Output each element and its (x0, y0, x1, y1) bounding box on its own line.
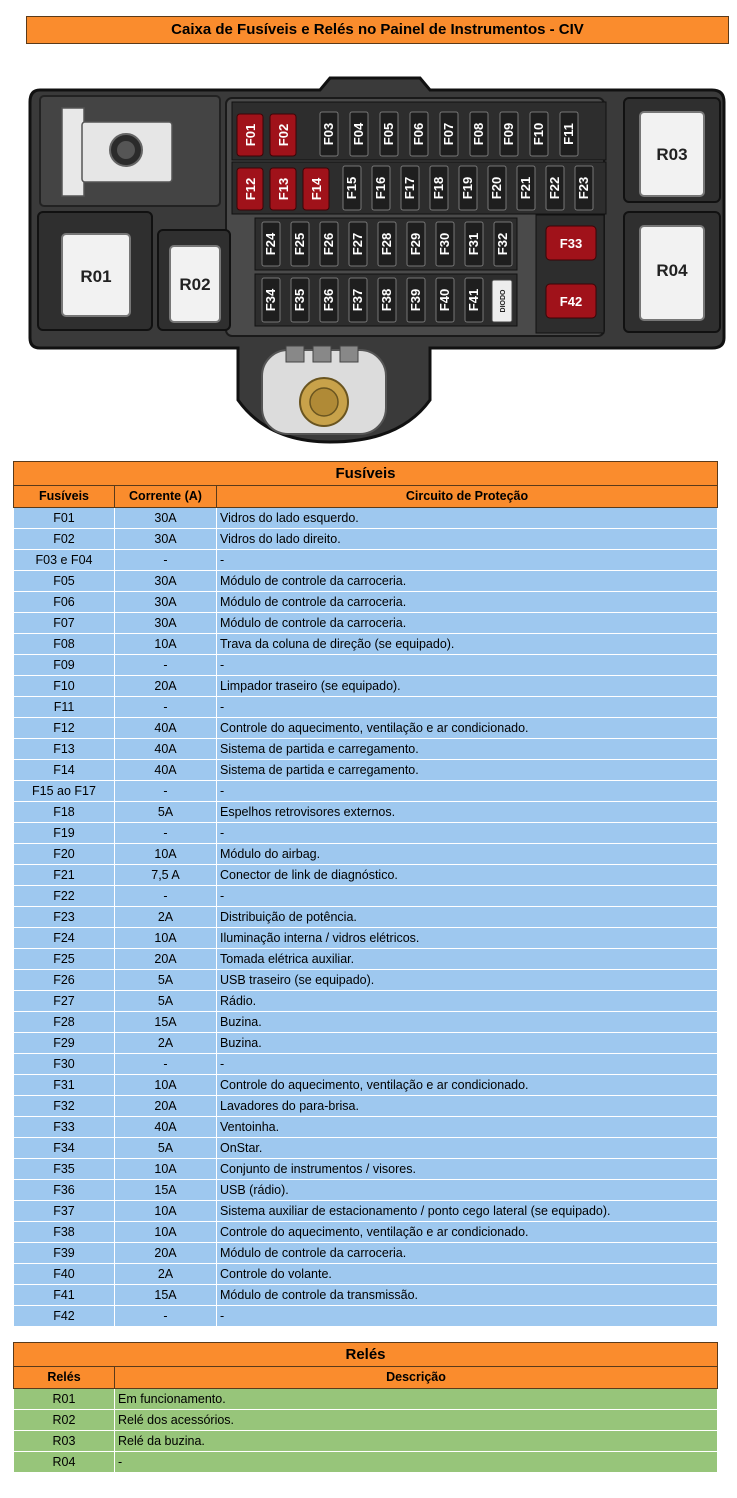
mini-fuse-label: F23 (576, 176, 591, 200)
fuse-row-cell: F25 (14, 949, 115, 970)
fuse-row (14, 529, 718, 550)
fuse-row-cell: F24 (14, 928, 115, 949)
fuse-row (14, 844, 718, 865)
fuse-row-cell: Espelhos retrovisores externos. (217, 802, 718, 823)
relay-label-r02: R02 (179, 275, 211, 294)
fuse-row-cell: Lavadores do para-brisa. (217, 1096, 718, 1117)
fuse-row (14, 613, 718, 634)
fuse-row-cell: F06 (14, 592, 115, 613)
relay-row-cell: R03 (14, 1431, 115, 1452)
fuse-row-cell: Módulo de controle da carroceria. (217, 613, 718, 634)
fuse-row-cell: - (217, 781, 718, 802)
diode (492, 280, 512, 322)
mini-fuse-label: F08 (471, 122, 486, 146)
fuse-row-cell: 40A (115, 1117, 217, 1138)
fuse-row-cell: 5A (115, 991, 217, 1012)
fuse-col-header: Circuito de Proteção (217, 486, 718, 508)
fuse-row-cell: F10 (14, 676, 115, 697)
mini-fuse (291, 222, 309, 266)
fuse-row-cell: Ventoinha. (217, 1117, 718, 1138)
relay-row (14, 1452, 718, 1473)
fuse-row (14, 865, 718, 886)
mini-fuse-label: F38 (379, 288, 394, 312)
mini-fuse-label: F06 (411, 122, 426, 146)
fuse-row (14, 592, 718, 613)
fuse-row (14, 655, 718, 676)
fuse-row-cell: USB traseiro (se equipado). (217, 970, 718, 991)
fuse-row-cell: F28 (14, 1012, 115, 1033)
relay-label-r03: R03 (656, 145, 688, 164)
relay-col-header: Relés (14, 1367, 115, 1389)
fuse-row-cell: Vidros do lado direito. (217, 529, 718, 550)
fuse-f12 (237, 168, 263, 210)
mini-fuse-label: F10 (531, 122, 546, 146)
fuse-row (14, 1117, 718, 1138)
mini-fuse (546, 166, 564, 210)
fuse-row-cell: 30A (115, 592, 217, 613)
fuse-row-cell: 10A (115, 1159, 217, 1180)
fuse-row (14, 508, 718, 529)
mini-fuse-label: F32 (495, 232, 510, 256)
fuse-row-cell: - (217, 1054, 718, 1075)
mini-fuse-label: F09 (501, 122, 516, 146)
fuse-row (14, 907, 718, 928)
mini-fuse-label: F19 (460, 176, 475, 200)
fuse-row-cell: Iluminação interna / vidros elétricos. (217, 928, 718, 949)
mini-fuse (349, 222, 367, 266)
fuse-row-cell: F40 (14, 1264, 115, 1285)
mini-fuse (262, 222, 280, 266)
relay-row-cell: Em funcionamento. (115, 1389, 718, 1410)
fuse-col-header: Corrente (A) (115, 486, 217, 508)
fuse-row-cell: F29 (14, 1033, 115, 1054)
fuse-row (14, 718, 718, 739)
page-title: Caixa de Fusíveis e Relés no Painel de Instrumentos - CIV (26, 16, 729, 44)
relay-row-cell: Relé dos acessórios. (115, 1410, 718, 1431)
mini-fuse (291, 278, 309, 322)
fuse-row-cell: F33 (14, 1117, 115, 1138)
relay-row-cell: R02 (14, 1410, 115, 1431)
relay-row-cell: Relé da buzina. (115, 1431, 718, 1452)
fuse-row-cell: 40A (115, 739, 217, 760)
fuse-row (14, 1180, 718, 1201)
mini-fuse (465, 222, 483, 266)
mini-fuse-label: F25 (292, 232, 307, 256)
fuse-row-cell: Módulo de controle da transmissão. (217, 1285, 718, 1306)
mini-fuse (372, 166, 390, 210)
fuse-row (14, 886, 718, 907)
fuse-f13 (270, 168, 296, 210)
fuse-row-cell: F11 (14, 697, 115, 718)
fuse-row-cell: F37 (14, 1201, 115, 1222)
svg-text:F33: F33 (559, 236, 583, 251)
fuse-row-cell: Distribuição de potência. (217, 907, 718, 928)
mini-fuse-label: F41 (466, 288, 481, 312)
mini-fuse (500, 112, 518, 156)
fuse-row-cell: - (115, 1306, 217, 1327)
mini-fuse-label: F37 (350, 288, 365, 312)
fuse-row (14, 760, 718, 781)
fuse-f02 (270, 114, 296, 156)
mini-fuse (349, 278, 367, 322)
mini-fuse (350, 112, 368, 156)
fuse-row-cell: Rádio. (217, 991, 718, 1012)
fuse-row-cell: 10A (115, 928, 217, 949)
mini-fuse (470, 112, 488, 156)
fuse-row-cell: - (217, 550, 718, 571)
fuse-row-cell: Módulo do airbag. (217, 844, 718, 865)
fuse-row-cell: - (115, 781, 217, 802)
mini-fuse-label: F31 (466, 232, 481, 256)
fuse-row-cell: F31 (14, 1075, 115, 1096)
fuse-row (14, 823, 718, 844)
fuse-row-cell: 10A (115, 844, 217, 865)
fuse-row-cell: - (115, 1054, 217, 1075)
fuse-row-cell: 2A (115, 907, 217, 928)
fuse-row (14, 1012, 718, 1033)
mini-fuse (410, 112, 428, 156)
mini-fuse (459, 166, 477, 210)
fuse-row-cell: Módulo de controle da carroceria. (217, 1243, 718, 1264)
fuse-row-cell: F26 (14, 970, 115, 991)
fuse-row-cell: F03 e F04 (14, 550, 115, 571)
fuse-row (14, 1264, 718, 1285)
mini-fuse-label: F36 (321, 288, 336, 312)
fuse-row-cell: - (115, 655, 217, 676)
fuse-row-cell: F41 (14, 1285, 115, 1306)
fuse-row-cell: 5A (115, 970, 217, 991)
mini-fuse (378, 278, 396, 322)
fuse-row-cell: 20A (115, 1243, 217, 1264)
mini-fuse-label: F07 (441, 122, 456, 146)
fuse-row-cell: - (217, 1306, 718, 1327)
fuse-row-cell: USB (rádio). (217, 1180, 718, 1201)
mini-fuse-label: F27 (350, 232, 365, 256)
mini-fuse-label: F30 (437, 232, 452, 256)
fuse-row-cell: Sistema auxiliar de estacionamento / ponto cego lateral (se equipado). (217, 1201, 718, 1222)
fuse-row (14, 1096, 718, 1117)
mini-fuse-label: F18 (431, 176, 446, 200)
svg-text:F12: F12 (243, 177, 258, 201)
mini-fuse (320, 278, 338, 322)
fuse-row-cell: Conector de link de diagnóstico. (217, 865, 718, 886)
relay-table-title: Relés (14, 1343, 718, 1367)
relay-row-cell: R01 (14, 1389, 115, 1410)
mini-fuse (320, 112, 338, 156)
fuse-row-cell: F09 (14, 655, 115, 676)
fuse-row (14, 928, 718, 949)
mini-fuse-label: F04 (351, 122, 366, 146)
mini-fuse (430, 166, 448, 210)
fuse-row-cell: F08 (14, 634, 115, 655)
relay-row (14, 1410, 718, 1431)
fuse-row (14, 676, 718, 697)
fuse-row (14, 991, 718, 1012)
fuse-row (14, 697, 718, 718)
fuse-row-cell: - (115, 550, 217, 571)
mini-fuse-label: F39 (408, 288, 423, 312)
mini-fuse-label: F16 (373, 176, 388, 200)
mini-fuse (530, 112, 548, 156)
mini-fuse-label: F21 (518, 176, 533, 200)
fuse-row-cell: Conjunto de instrumentos / visores. (217, 1159, 718, 1180)
relay-row-cell: - (115, 1452, 718, 1473)
mini-fuse (380, 112, 398, 156)
relay-row-cell: R04 (14, 1452, 115, 1473)
fuse-row-cell: - (217, 886, 718, 907)
fuse-row-cell: Controle do aquecimento, ventilação e ar condicionado. (217, 1222, 718, 1243)
fuse-row-cell: F21 (14, 865, 115, 886)
mini-fuse (575, 166, 593, 210)
mini-fuse-label: F03 (321, 122, 336, 146)
fuse-row-cell: 2A (115, 1264, 217, 1285)
fuse-row (14, 802, 718, 823)
fuse-table-title: Fusíveis (14, 462, 718, 486)
fuse-row (14, 1201, 718, 1222)
fuse-row-cell: Sistema de partida e carregamento. (217, 739, 718, 760)
mini-fuse-label: F17 (402, 176, 417, 200)
fuse-row-cell: F42 (14, 1306, 115, 1327)
fuse-row (14, 550, 718, 571)
fuse-row-cell: 2A (115, 1033, 217, 1054)
fuse-row (14, 1243, 718, 1264)
mini-fuse (343, 166, 361, 210)
fuse-row-cell: F15 ao F17 (14, 781, 115, 802)
fuse-row-cell: Módulo de controle da carroceria. (217, 571, 718, 592)
fuse-col-header: Fusíveis (14, 486, 115, 508)
fuse-row-cell: 30A (115, 529, 217, 550)
fuse-row-cell: F20 (14, 844, 115, 865)
svg-text:F02: F02 (276, 123, 291, 147)
fuse-row-cell: 20A (115, 1096, 217, 1117)
relay-row (14, 1431, 718, 1452)
fuse-row-cell: F01 (14, 508, 115, 529)
fuse-row-cell: - (217, 823, 718, 844)
fuse-row-cell: 10A (115, 1075, 217, 1096)
fuse-row (14, 1075, 718, 1096)
fuse-row-cell: Módulo de controle da carroceria. (217, 592, 718, 613)
fuse-row (14, 1138, 718, 1159)
mini-fuse (488, 166, 506, 210)
fuse-row-cell: F36 (14, 1180, 115, 1201)
mini-fuse (494, 222, 512, 266)
relay-label-r04: R04 (656, 261, 688, 280)
fuse-row-cell: F23 (14, 907, 115, 928)
fuse-row-cell: F12 (14, 718, 115, 739)
fuse-row-cell: F22 (14, 886, 115, 907)
fuse-row-cell: Vidros do lado esquerdo. (217, 508, 718, 529)
fuse-row-cell: F38 (14, 1222, 115, 1243)
fuse-f33 (546, 226, 596, 260)
fuse-row-cell: Limpador traseiro (se equipado). (217, 676, 718, 697)
fuse-row-cell: Buzina. (217, 1033, 718, 1054)
fuse-row-cell: 5A (115, 1138, 217, 1159)
mini-fuse (407, 278, 425, 322)
fuse-row-cell: - (217, 655, 718, 676)
svg-text:F01: F01 (243, 123, 258, 147)
fuse-row-cell: 40A (115, 760, 217, 781)
fuse-row-cell: F30 (14, 1054, 115, 1075)
fuse-row-cell: - (115, 697, 217, 718)
fuse-row (14, 1285, 718, 1306)
relay-row (14, 1389, 718, 1410)
fuse-row (14, 634, 718, 655)
fuse-row-cell: 30A (115, 571, 217, 592)
fuse-f42 (546, 284, 596, 318)
mini-fuse-label: F26 (321, 232, 336, 256)
relay-label-r01: R01 (80, 267, 112, 286)
fuse-row-cell: F07 (14, 613, 115, 634)
fuse-row-cell: - (115, 886, 217, 907)
fuse-row-cell: 7,5 A (115, 865, 217, 886)
mini-fuse (378, 222, 396, 266)
fuse-row-cell: 20A (115, 949, 217, 970)
fuse-row-cell: Controle do aquecimento, ventilação e ar condicionado. (217, 1075, 718, 1096)
fuse-row (14, 739, 718, 760)
fuse-row (14, 1159, 718, 1180)
fuse-row-cell: F39 (14, 1243, 115, 1264)
fuse-row-cell: 20A (115, 676, 217, 697)
mini-fuse (517, 166, 535, 210)
fuse-f01 (237, 114, 263, 156)
fuse-row (14, 1054, 718, 1075)
fuse-row-cell: OnStar. (217, 1138, 718, 1159)
fuse-row-cell: F18 (14, 802, 115, 823)
fuse-row-cell: Sistema de partida e carregamento. (217, 760, 718, 781)
fuse-row-cell: 40A (115, 718, 217, 739)
svg-text:F42: F42 (559, 294, 583, 309)
fuse-row-cell: F34 (14, 1138, 115, 1159)
fuse-row-cell: F14 (14, 760, 115, 781)
fuse-box-diagram (0, 50, 737, 450)
fuse-row-cell: F32 (14, 1096, 115, 1117)
fuse-row-cell: 30A (115, 613, 217, 634)
svg-text:F13: F13 (276, 177, 291, 201)
fuse-row (14, 949, 718, 970)
mini-fuse (465, 278, 483, 322)
mini-fuse-label: F40 (437, 288, 452, 312)
fuse-row-cell: Tomada elétrica auxiliar. (217, 949, 718, 970)
fuse-row-cell: - (217, 697, 718, 718)
fuse-table (13, 461, 718, 1327)
mini-fuse-label: F15 (344, 176, 359, 200)
fuse-row-cell: - (115, 823, 217, 844)
mini-fuse-label: F20 (489, 176, 504, 200)
mini-fuse (407, 222, 425, 266)
mini-fuse-label: F24 (263, 232, 278, 256)
mini-fuse (320, 222, 338, 266)
fuse-row-cell: 15A (115, 1180, 217, 1201)
relay-col-header: Descrição (115, 1367, 718, 1389)
fuse-row (14, 1033, 718, 1054)
mini-fuse-label: F22 (547, 176, 562, 200)
fuse-row-cell: 10A (115, 1201, 217, 1222)
svg-text:F14: F14 (309, 177, 324, 201)
fuse-row-cell: Controle do aquecimento, ventilação e ar condicionado. (217, 718, 718, 739)
mini-fuse (262, 278, 280, 322)
fuse-row (14, 1222, 718, 1243)
mini-fuse (560, 112, 578, 156)
fuse-row-cell: Trava da coluna de direção (se equipado). (217, 634, 718, 655)
mini-fuse-label: F34 (263, 288, 278, 312)
fuse-f14 (303, 168, 329, 210)
mini-fuse (436, 222, 454, 266)
svg-text:DIODO: DIODO (500, 289, 507, 313)
fuse-row-cell: 30A (115, 508, 217, 529)
fuse-row-cell: F13 (14, 739, 115, 760)
fuse-row-cell: F19 (14, 823, 115, 844)
fuse-row-cell: F35 (14, 1159, 115, 1180)
mini-fuse-label: F28 (379, 232, 394, 256)
fuse-row (14, 970, 718, 991)
mini-fuse-label: F11 (561, 123, 576, 145)
fuse-row-cell: 5A (115, 802, 217, 823)
fuse-row (14, 781, 718, 802)
fuse-row-cell: F02 (14, 529, 115, 550)
mini-fuse (436, 278, 454, 322)
fuse-row-cell: 15A (115, 1012, 217, 1033)
mini-fuse (401, 166, 419, 210)
fuse-row-cell: 10A (115, 634, 217, 655)
relay-table (13, 1342, 718, 1473)
mini-fuse-label: F29 (408, 232, 423, 256)
fuse-row-cell: 15A (115, 1285, 217, 1306)
fuse-row-cell: 10A (115, 1222, 217, 1243)
fuse-row-cell: Buzina. (217, 1012, 718, 1033)
mini-fuse (440, 112, 458, 156)
fuse-row (14, 1306, 718, 1327)
fuse-row-cell: Controle do volante. (217, 1264, 718, 1285)
mini-fuse-label: F05 (381, 122, 396, 146)
fuse-row-cell: F05 (14, 571, 115, 592)
fuse-row-cell: F27 (14, 991, 115, 1012)
mini-fuse-label: F35 (292, 288, 307, 312)
fuse-row (14, 571, 718, 592)
